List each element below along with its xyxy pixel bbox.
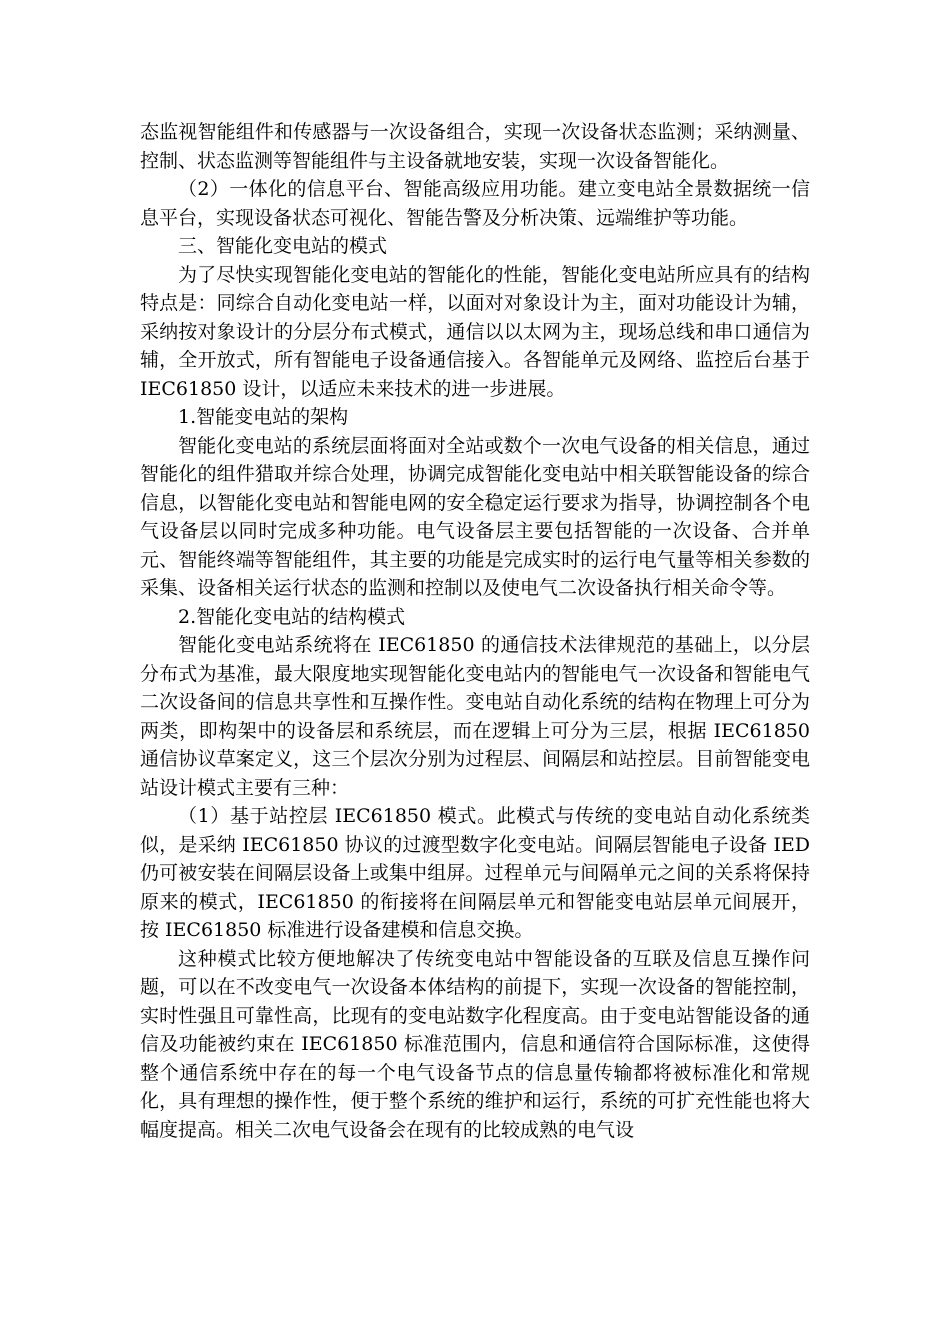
- paragraph-mode-1: （1）基于站控层 IEC61850 模式。此模式与传统的变电站自动化系统类似，是采纳 IEC61850 协议的过渡型数字化变电站。间隔层智能电子设备 IED 仍可被安装在间隔层设备上或集中组屏。过程单元与间隔单元之间的关系将保持原来的模式，IEC61850 的衔接将在间隔层单元和智能变电站层单元间展开，按 IEC61850 标准进行设备建模和信息交换。: [140, 805, 810, 941]
- section-heading-modes: 三、智能化变电站的模式: [178, 235, 388, 257]
- subheading-structure-mode: 2.智能化变电站的结构模式: [178, 605, 406, 628]
- paragraph-structure-mode: 智能化变电站系统将在 IEC61850 的通信技术法律规范的基础上，以分层分布式为基准，最大限度地实现智能化变电站内的智能电气一次设备和智能电气二次设备间的信息共享性和互操作性。变电站自动化系统的结构在物理上可分为两类，即构架中的设备层和系统层，而在逻辑上可分为三层，根据 IEC61850 通信协议草案定义，这三个层次分别为过程层、间隔层和站控层。目前智能变电站设计模式主要有三种：: [140, 634, 810, 799]
- paragraph-continuation: 态监视智能组件和传感器与一次设备组合，实现一次设备状态监测；采纳测量、控制、状态监测等智能组件与主设备就地安装，实现一次设备智能化。: [140, 121, 810, 172]
- paragraph-architecture: 智能化变电站的系统层面将面对全站或数个一次电气设备的相关信息，通过智能化的组件猎取并综合处理，协调完成智能化变电站中相关联智能设备的综合信息，以智能化变电站和智能电网的安全稳定运行要求为指导，协调控制各个电气设备层以同时完成多种功能。电气设备层主要包括智能的一次设备、合并单元、智能终端等智能组件，其主要的功能是完成实时的运行电气量等相关参数的采集、设备相关运行状态的监测和控制以及使电气二次设备执行相关命令等。: [140, 434, 810, 599]
- document-body: [140, 118, 810, 1144]
- paragraph-mode-1-benefits: 这种模式比较方便地解决了传统变电站中智能设备的互联及信息互操作问题，可以在不改变电气一次设备本体结构的前提下，实现一次设备的智能控制，实时性强且可靠性高，比现有的变电站数字化程度高。由于变电站智能设备的通信及功能被约束在 IEC61850 标准范围内，信息和通信符合国际标准，这使得整个通信系统中存在的每一个电气设备节点的信息量传输都将被标准化和常规化，具有理想的操作性，便于整个系统的维护和运行，系统的可扩充性能也将大幅度提高。相关二次电气设备会在现有的比较成熟的电气设: [140, 947, 810, 1141]
- subheading-architecture: 1.智能变电站的架构: [178, 406, 349, 428]
- paragraph-item-2: （2）一体化的信息平台、智能高级应用功能。建立变电站全景数据统一信息平台，实现设备状态可视化、智能告警及分析决策、远端维护等功能。: [140, 178, 810, 229]
- paragraph-structure-features: 为了尽快实现智能化变电站的智能化的性能，智能化变电站所应具有的结构特点是：同综合自动化变电站一样，以面对对象设计为主，面对功能设计为辅，采纳按对象设计的分层分布式模式，通信以以太网为主，现场总线和串口通信为辅，全开放式，所有智能电子设备通信接入。各智能单元及网络、监控后台基于 IEC61850 设计，以适应未来技术的进一步进展。: [140, 263, 810, 400]
